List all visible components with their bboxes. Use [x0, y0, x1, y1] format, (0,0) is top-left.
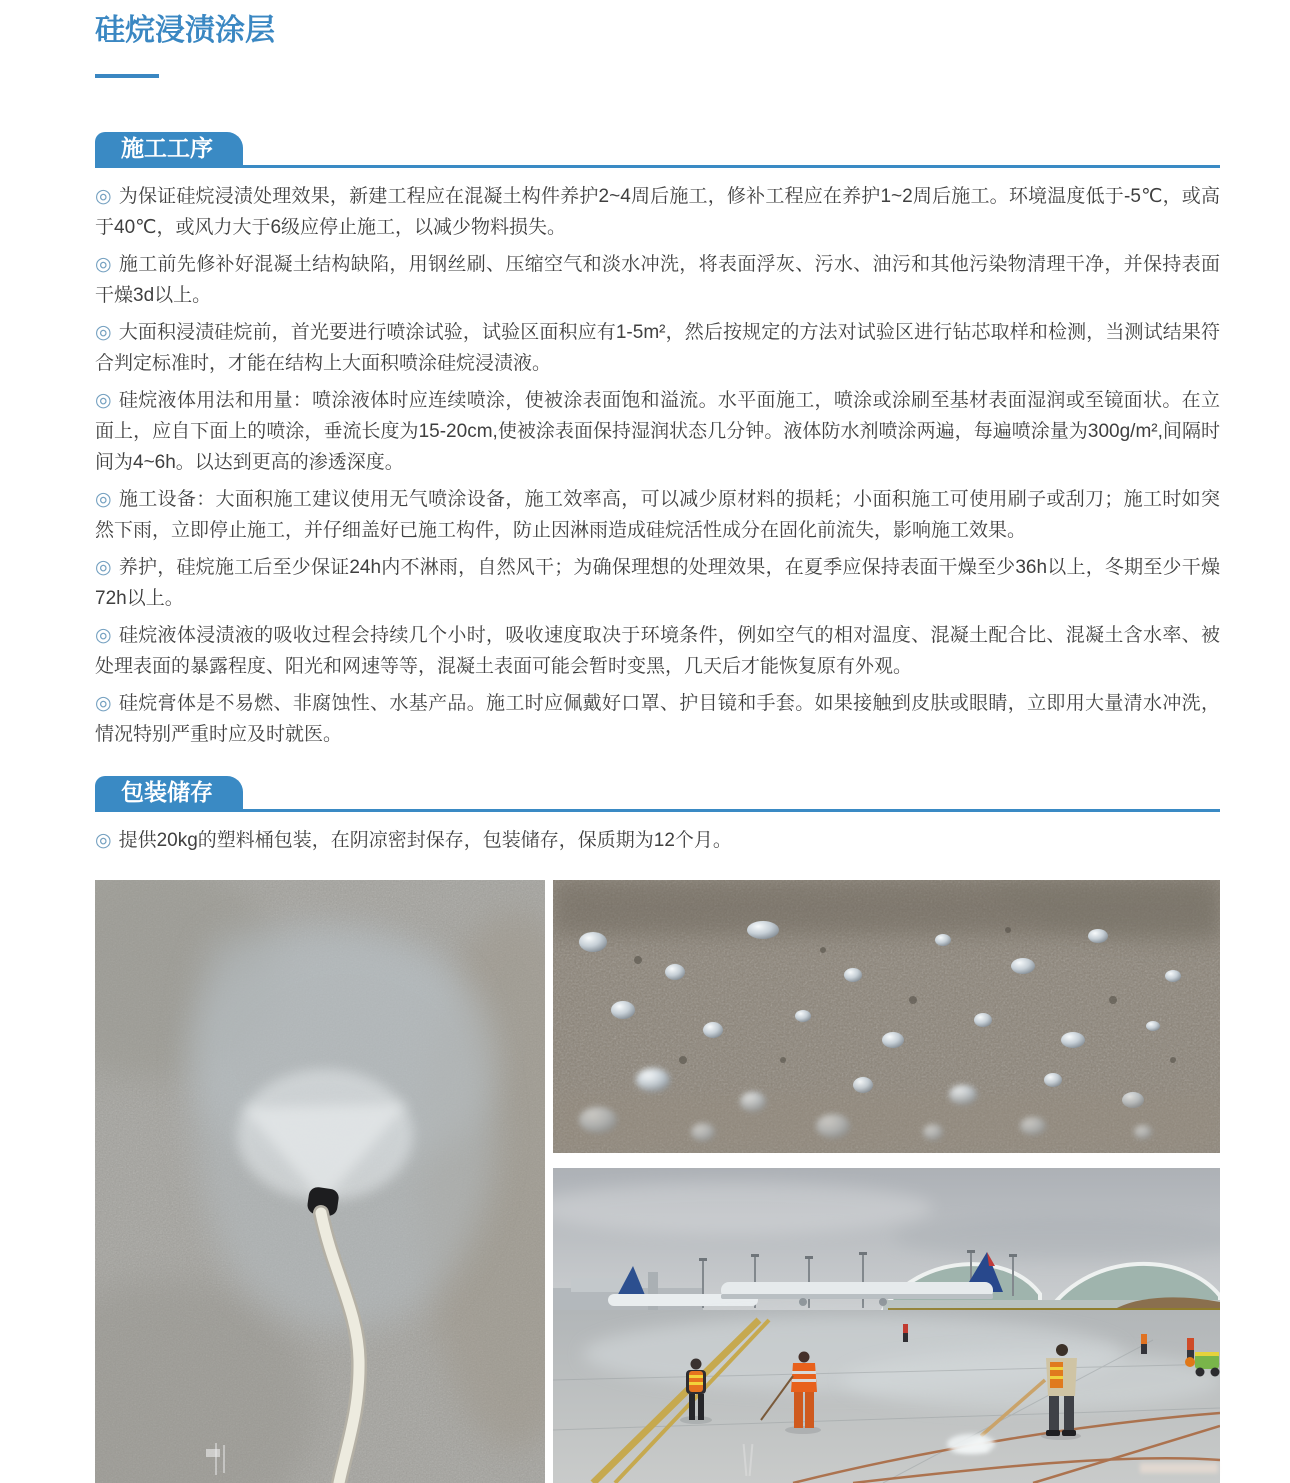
- scan-artifact: [223, 1445, 225, 1473]
- photo-right-column: [553, 880, 1220, 1483]
- bullet-text: 施工前先修补好混凝土结构缺陷，用钢丝刷、压缩空气和淡水冲洗，将表面浮灰、污水、油污和其他污染物清理干净，并保持表面干燥3d以上。: [95, 254, 1220, 306]
- bullet-icon: ◎: [95, 390, 112, 411]
- bullet-paragraph: [95, 249, 1220, 311]
- photo-grid: [95, 880, 1220, 1483]
- silane-wall-spray-photo: [95, 880, 545, 1483]
- scan-artifact: [215, 1443, 217, 1475]
- section-header-packaging: [95, 776, 1220, 812]
- section-construction-body: [95, 168, 1220, 750]
- bullet-paragraph: [95, 825, 1220, 856]
- bullet-paragraph: [95, 317, 1220, 379]
- bullet-paragraph: [95, 484, 1220, 546]
- scan-artifact: [206, 1449, 220, 1457]
- page-title: 硅烷浸渍涂层: [95, 14, 275, 47]
- bullet-paragraph: [95, 181, 1220, 243]
- airport-apron-photo: [553, 1168, 1220, 1483]
- section-header-construction: [95, 132, 1220, 168]
- bullet-icon: ◎: [95, 322, 112, 343]
- bullet-paragraph: [95, 620, 1220, 682]
- bullet-paragraph: [95, 688, 1220, 750]
- bullet-text: 养护，硅烷施工后至少保证24h内不淋雨，自然风干；为确保理想的处理效果，在夏季应保持表面干燥至少36h以上，冬期至少干燥72h以上。: [95, 557, 1220, 609]
- hydrophobic-surface-photo: [553, 880, 1220, 1153]
- bullet-text: 提供20kg的塑料桶包装，在阴凉密封保存，包装储存，保质期为12个月。: [118, 830, 732, 851]
- scan-artifact: [1140, 1463, 1218, 1473]
- bullet-text: 硅烷液体用法和用量：喷涂液体时应连续喷涂，使被涂表面饱和溢流。水平面施工，喷涂或涂刷至基材表面湿润或至镜面状。在立面上，应自下面上的喷涂，垂流长度为15-20cm,使被涂表面保持湿润状态几分钟。液体防水剂喷涂两遍，每遍喷涂量为300g/m²,间隔时间为4~6h。以达到更高的渗透深度。: [95, 390, 1220, 473]
- section-tab-label: 施工工序: [95, 132, 243, 165]
- bullet-text: 硅烷膏体是不易燃、非腐蚀性、水基产品。施工时应佩戴好口罩、护目镜和手套。如果接触到皮肤或眼睛，立即用大量清水冲洗，情况特别严重时应及时就医。: [95, 693, 1220, 745]
- bullet-text: 大面积浸渍硅烷前，首光要进行喷涂试验，试验区面积应有1-5m²，然后按规定的方法对试验区进行钻芯取样和检测，当测试结果符合判定标准时，才能在结构上大面积喷涂硅烷浸渍液。: [95, 322, 1220, 374]
- bullet-icon: ◎: [95, 489, 112, 510]
- bullet-icon: ◎: [95, 625, 112, 646]
- bullet-text: 施工设备：大面积施工建议使用无气喷涂设备，施工效率高，可以减少原材料的损耗；小面积施工可使用刷子或刮刀；施工时如突然下雨，立即停止施工，并仔细盖好已施工构件，防止因淋雨造成硅烷活性成分在固化前流失，影响施工效果。: [95, 489, 1220, 541]
- bullet-icon: ◎: [95, 254, 112, 275]
- bullet-text: 硅烷液体浸渍液的吸收过程会持续几个小时，吸收速度取决于环境条件，例如空气的相对温度、混凝土配合比、混凝土含水率、被处理表面的暴露程度、阳光和网速等等，混凝土表面可能会暂时变黑，几天后才能恢复原有外观。: [95, 625, 1220, 677]
- bullet-icon: ◎: [95, 557, 112, 578]
- section-tab-label: 包装储存: [95, 776, 243, 809]
- bullet-text: 为保证硅烷浸渍处理效果，新建工程应在混凝土构件养护2~4周后施工，修补工程应在养护1~2周后施工。环境温度低于-5℃，或高于40℃，或风力大于6级应停止施工，以减少物料损失。: [95, 186, 1220, 238]
- bullet-paragraph: [95, 552, 1220, 614]
- bullet-icon: ◎: [95, 830, 112, 851]
- bullet-paragraph: [95, 385, 1220, 478]
- bullet-icon: ◎: [95, 186, 112, 207]
- page-content: [95, 0, 1220, 1483]
- bullet-icon: ◎: [95, 693, 112, 714]
- section-packaging-body: [95, 812, 1220, 856]
- title-underline: [95, 74, 159, 78]
